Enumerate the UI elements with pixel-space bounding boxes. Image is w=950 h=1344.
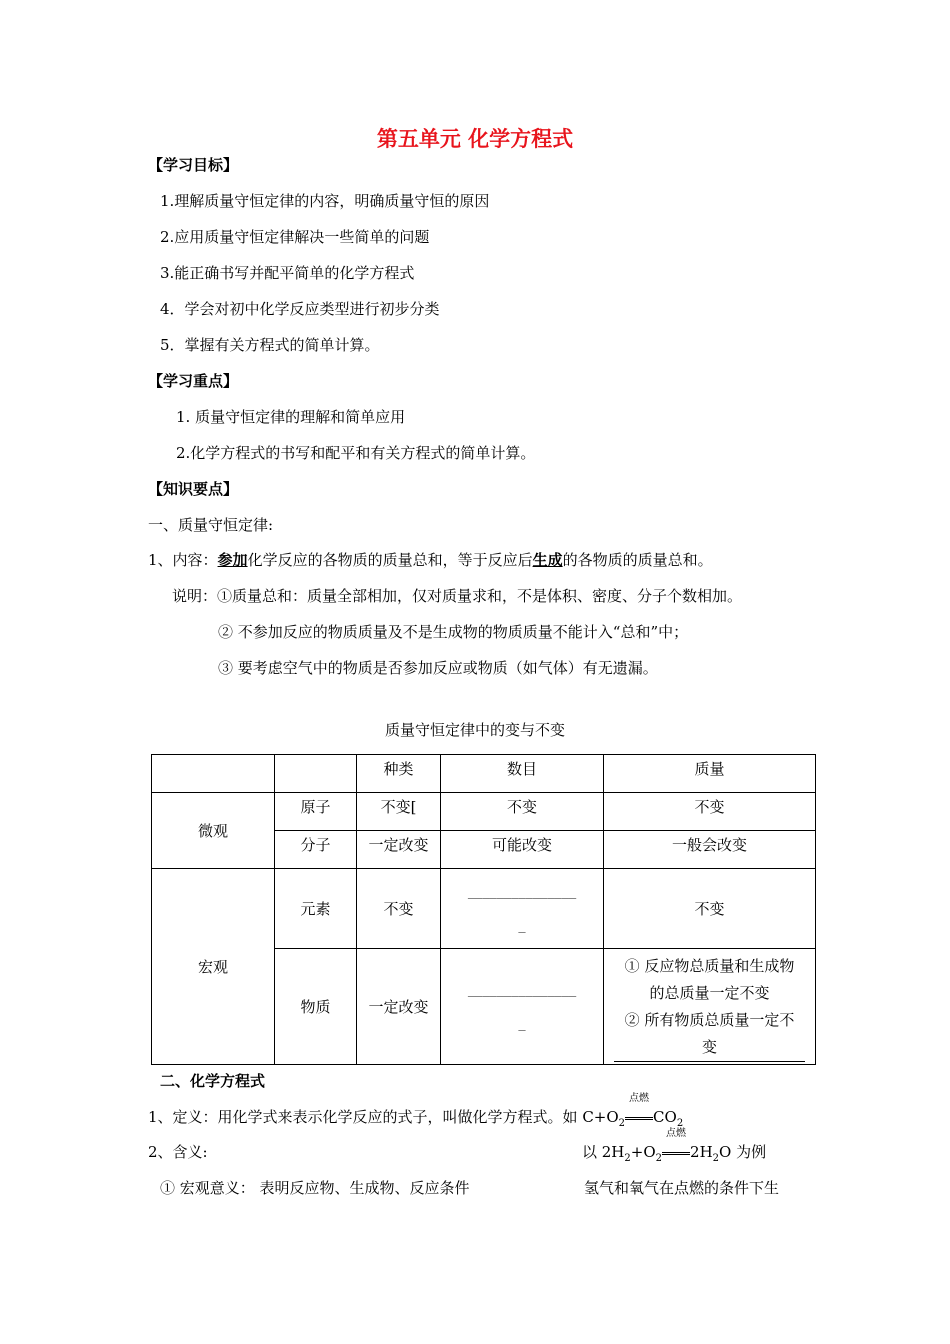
example-suffix: 2H — [690, 1143, 713, 1161]
focus-heading: 【学习重点】 — [148, 372, 239, 390]
focus-item: 2.化学方程式的书写和配平和有关方程式的简单计算。 — [176, 444, 536, 462]
table-caption: 质量守恒定律中的变与不变 — [384, 721, 565, 739]
product: CO — [653, 1108, 677, 1126]
cell-mass: 一般会改变 — [604, 831, 816, 869]
blank-line: _______________ — [467, 884, 577, 899]
objective-item: 2.应用质量守恒定律解决一些简单的问题 — [160, 228, 430, 246]
row-name: 分子 — [275, 831, 357, 869]
macro-meaning: ① 宏观意义： 表明反应物、生成物、反应条件 — [160, 1179, 470, 1197]
section-heading: 一、质量守恒定律: — [148, 516, 274, 534]
example-equation — [582, 1128, 767, 1169]
note-item: ② 不参加反应的物质质量及不是生成物的物质质量不能计入“总和”中； — [218, 623, 689, 641]
row-name: 元素 — [275, 869, 357, 949]
content-line — [148, 550, 713, 570]
mass-note-line: ① 反应物总质量和生成物 — [624, 956, 795, 975]
header-cell: 质量 — [604, 755, 816, 793]
header-cell: 数目 — [441, 755, 604, 793]
keyword-produce: 生成 — [532, 551, 563, 569]
focus-item: 1. 质量守恒定律的理解和简单应用 — [176, 408, 406, 426]
example-prefix: 以 2H — [582, 1143, 625, 1161]
row-name: 原子 — [275, 793, 357, 831]
content-mid: 化学反应的各物质的质量总和，等于反应后 — [247, 551, 533, 569]
objective-item: 4．学会对初中化学反应类型进行初步分类 — [160, 300, 440, 318]
subscript: 2 — [618, 1118, 626, 1129]
section2-heading: 二、化学方程式 — [160, 1072, 266, 1090]
definition-text: 1、定义：用化学式来表示化学反应的式子，叫做化学方程式。如 C+O — [148, 1108, 619, 1126]
mass-note-line: 的总质量一定不变 — [649, 983, 770, 1002]
mass-note-line: 变 — [614, 1034, 805, 1062]
cell-mass-notes — [604, 949, 816, 1065]
cell-kind: 一定改变 — [357, 831, 441, 869]
micro-label: 微观 — [152, 793, 275, 869]
table-header-row — [152, 755, 816, 793]
reaction-arrow — [625, 1093, 653, 1127]
note-item: ③ 要考虑空气中的物质是否参加反应或物质（如气体）有无遗漏。 — [218, 659, 658, 677]
cell-mass: 不变 — [604, 793, 816, 831]
objectives-heading: 【学习目标】 — [148, 156, 239, 174]
cell-count: 不变 — [441, 793, 604, 831]
subscript: 2 — [655, 1153, 663, 1164]
table-row — [152, 793, 816, 831]
cell-kind: 不变 — [357, 869, 441, 949]
objective-item: 3.能正确书写并配平简单的化学方程式 — [160, 264, 415, 282]
cell-kind: 一定改变 — [357, 949, 441, 1065]
cell-count-blank — [441, 869, 604, 949]
condition-label: 点燃 — [666, 1128, 687, 1139]
header-cell — [275, 755, 357, 793]
cell-mass: 不变 — [604, 869, 816, 949]
cell-kind: 不变[ — [357, 793, 441, 831]
knowledge-heading: 【知识要点】 — [148, 480, 239, 498]
objective-item: 1.理解质量守恒定律的内容，明确质量守恒的原因 — [160, 192, 490, 210]
header-cell: 种类 — [357, 755, 441, 793]
cell-count-blank — [441, 949, 604, 1065]
meaning-label: 2、含义: — [148, 1143, 208, 1161]
macro-example: 氢气和氧气在点燃的条件下生 — [584, 1179, 780, 1197]
equals-bar — [625, 1117, 653, 1120]
header-cell — [152, 755, 275, 793]
mass-note — [604, 953, 815, 1062]
subscript: 2 — [676, 1118, 684, 1129]
keyword-participate: 参加 — [217, 551, 248, 569]
table-row — [152, 869, 816, 949]
definition-line — [148, 1093, 684, 1134]
equals-bar — [662, 1152, 690, 1155]
row-name: 物质 — [275, 949, 357, 1065]
cell-count: 可能改变 — [441, 831, 604, 869]
mass-note-line: ② 所有物质总质量一定不 — [624, 1010, 795, 1029]
condition-label: 点燃 — [629, 1093, 650, 1104]
objective-item: 5．掌握有关方程式的简单计算。 — [160, 336, 380, 354]
example-mid: +O — [630, 1143, 656, 1161]
blank-line: _ — [518, 918, 526, 933]
blank-line: _ — [518, 1016, 526, 1031]
content-suffix: 的各物质的质量总和。 — [562, 551, 713, 569]
example-end: O 为例 — [719, 1143, 767, 1161]
page-title: 第五单元 化学方程式 — [376, 127, 574, 151]
subscript: 2 — [712, 1153, 720, 1164]
macro-label: 宏观 — [152, 869, 275, 1065]
blank-line: _______________ — [467, 982, 577, 997]
note-item: 说明：①质量总和：质量全部相加，仅对质量求和，不是体积、密度、分子个数相加。 — [172, 587, 743, 605]
subscript: 2 — [624, 1153, 631, 1164]
conservation-table — [151, 754, 816, 1065]
reaction-arrow — [662, 1128, 690, 1162]
content-prefix: 1、内容： — [148, 551, 218, 569]
